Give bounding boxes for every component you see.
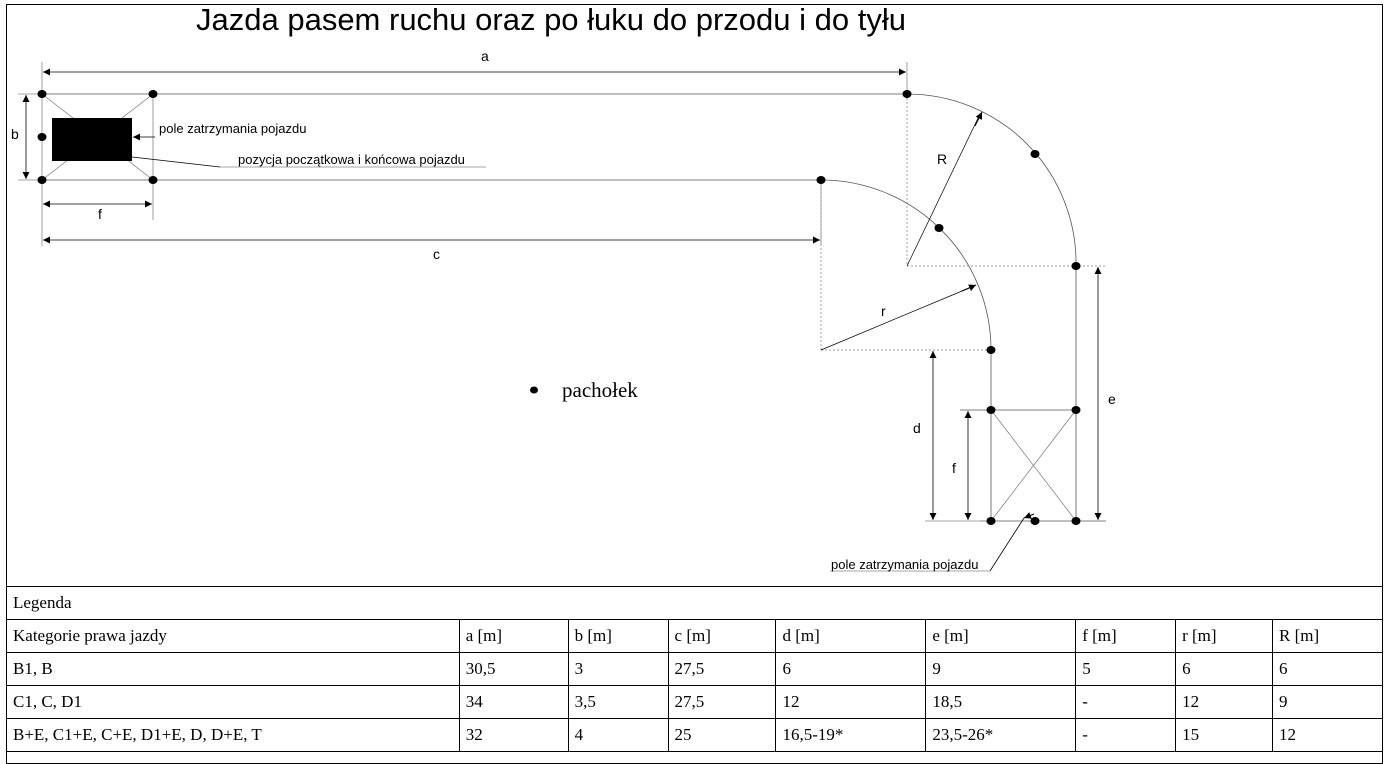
radius-R-arrow xyxy=(975,112,982,126)
table-cell: 4 xyxy=(568,719,668,752)
table-cell: 18,5 xyxy=(926,686,1076,719)
dimension-label-c: c xyxy=(433,246,440,262)
cone-marker xyxy=(149,176,158,184)
cone-marker xyxy=(817,176,826,184)
table-cell: 9 xyxy=(1273,686,1383,719)
cone-marker xyxy=(38,90,47,98)
bottom-stop-box xyxy=(991,410,1076,521)
table-cell: 27,5 xyxy=(668,653,776,686)
table-cell: 12 xyxy=(1176,686,1273,719)
table-row xyxy=(7,686,1383,719)
table-cell: 15 xyxy=(1176,719,1273,752)
table-cell: 23,5-26* xyxy=(926,719,1076,752)
cone-marker xyxy=(903,90,912,98)
header-cell: d [m] xyxy=(776,620,926,653)
vehicle-shape xyxy=(52,118,132,161)
cone-marker xyxy=(38,133,47,141)
table-cell: 27,5 xyxy=(668,686,776,719)
header-cell: r [m] xyxy=(1176,620,1273,653)
header-cell: Kategorie prawa jazdy xyxy=(7,620,460,653)
diagram-title: Jazda pasem ruchu oraz po łuku do przodu i do tyłu xyxy=(196,2,906,37)
cone-marker xyxy=(987,346,996,354)
table-row xyxy=(7,653,1383,686)
table-cell: 9 xyxy=(926,653,1076,686)
header-cell: f [m] xyxy=(1076,620,1176,653)
table-cell: 30,5 xyxy=(459,653,568,686)
cone-legend-label: pachołek xyxy=(562,378,638,402)
cone-marker xyxy=(38,176,47,184)
table-cell: B1, B xyxy=(7,653,460,686)
table-cell: 6 xyxy=(1273,653,1383,686)
legend-header-row xyxy=(7,620,1383,653)
cone-marker xyxy=(1072,517,1081,525)
table-cell: B+E, C1+E, C+E, D1+E, D, D+E, T xyxy=(7,719,460,752)
table-cell: - xyxy=(1076,686,1176,719)
table-cell: - xyxy=(1076,719,1176,752)
stop-field-pointer xyxy=(1024,514,1034,518)
table-cell: 12 xyxy=(1273,719,1383,752)
radius-r-arrow xyxy=(962,285,976,291)
cone-marker xyxy=(1072,406,1081,414)
table-cell: C1, C, D1 xyxy=(7,686,460,719)
dimension-label-d: d xyxy=(913,420,921,436)
table-cell: 34 xyxy=(459,686,568,719)
cone-marker xyxy=(149,90,158,98)
header-cell: R [m] xyxy=(1273,620,1383,653)
legend-caption-row xyxy=(7,587,1383,620)
dimension-label-a: a xyxy=(481,48,489,64)
header-cell: a [m] xyxy=(459,620,568,653)
construction-lines xyxy=(821,94,1106,350)
table-cell: 6 xyxy=(776,653,926,686)
cone-marker xyxy=(935,224,944,232)
dimension-label-e: e xyxy=(1108,391,1116,407)
header-cell: c [m] xyxy=(668,620,776,653)
dimension-lines xyxy=(18,62,1098,571)
legend-table xyxy=(6,586,1383,752)
cone-legend-marker xyxy=(530,387,538,394)
cone-marker xyxy=(1072,262,1081,270)
header-cell: e [m] xyxy=(926,620,1076,653)
cone-marker xyxy=(1031,517,1040,525)
table-cell: 25 xyxy=(668,719,776,752)
cone-marker xyxy=(1031,150,1040,158)
dimension-label-f-bottom: f xyxy=(952,460,956,476)
table-cell: 16,5-19* xyxy=(776,719,926,752)
cone-marker xyxy=(987,406,996,414)
dimension-label-b: b xyxy=(11,126,19,142)
cones xyxy=(38,90,1081,525)
table-cell: 5 xyxy=(1076,653,1176,686)
start-position-label: pozycja początkowa i końcowa pojazdu xyxy=(238,152,465,167)
table-cell: 32 xyxy=(459,719,568,752)
table-cell: 12 xyxy=(776,686,926,719)
table-cell: 3 xyxy=(568,653,668,686)
table-row xyxy=(7,719,1383,752)
table-cell: 6 xyxy=(1176,653,1273,686)
table-cell: 3,5 xyxy=(568,686,668,719)
stop-field-label-bottom: pole zatrzymania pojazdu xyxy=(831,557,979,572)
legend-caption: Legenda xyxy=(7,587,1383,620)
header-cell: b [m] xyxy=(568,620,668,653)
radius-label-r: r xyxy=(881,303,886,319)
cone-marker xyxy=(987,517,996,525)
stop-field-label-top: pole zatrzymania pojazdu xyxy=(159,121,307,136)
dimension-label-f-top: f xyxy=(98,206,102,222)
radius-label-R: R xyxy=(937,151,948,167)
